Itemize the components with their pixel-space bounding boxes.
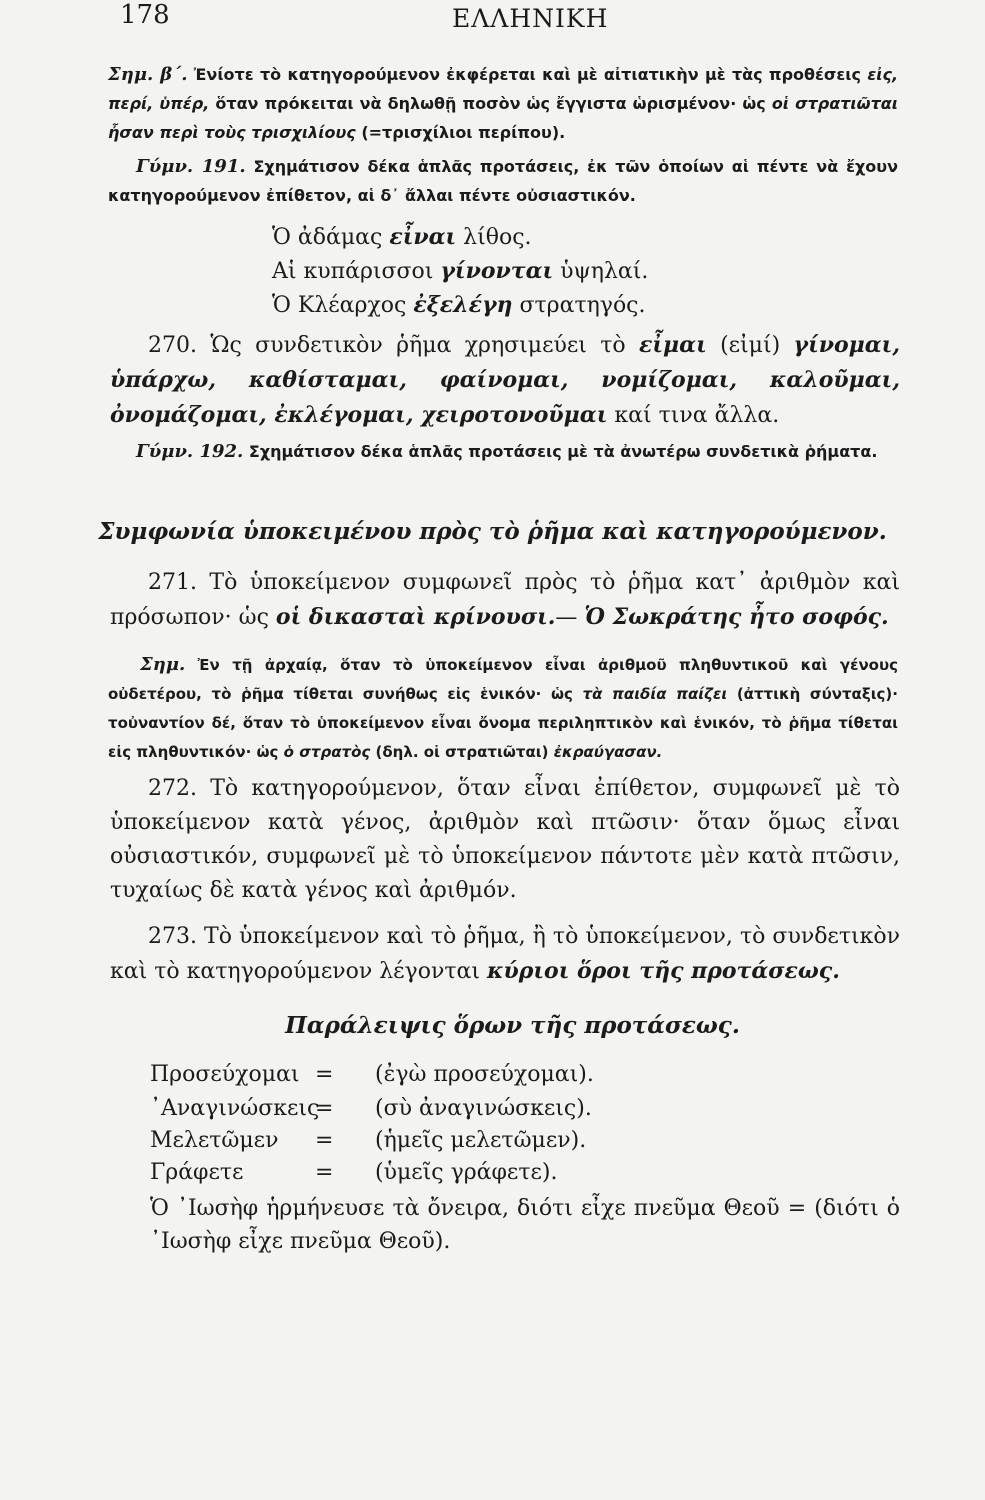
ellipsis-row — [150, 1096, 592, 1121]
equals-sign: = — [315, 1096, 334, 1121]
note-b — [108, 60, 898, 147]
section-271-dash: — — [555, 605, 585, 630]
section-273-text: Τὸ ὑποκείμενον καὶ τὸ ῥῆμα, ἢ τὸ ὑποκείμενον, τὸ συνδετικὸν καὶ τὸ κατηγορούμενον λέγονται — [110, 924, 900, 984]
section-272 — [110, 772, 900, 908]
note-b-prepositions: εἰς, περί, ὑπέρ, — [108, 65, 899, 113]
exercise-192 — [108, 437, 898, 466]
page-number: 178 — [120, 0, 170, 30]
section-270 — [110, 328, 900, 433]
example-line — [272, 254, 648, 289]
note-271-example-1: τὰ παιδία παίζει — [582, 685, 728, 703]
note-b-text: Ἐνίοτε τὸ κατηγορούμενον ἐκφέρεται καὶ μὲ αἰτιατικὴν μὲ τὰς προθέσεις — [187, 65, 868, 84]
ellipsis-term: ᾿Αναγινώσκεις — [150, 1096, 320, 1121]
note-b-example: οἱ στρατιῶται ἦσαν περὶ τοὺς τρισχιλίους — [108, 94, 899, 142]
example-verb: γίνονται — [440, 258, 554, 284]
note-271-lead: Σημ. — [140, 654, 186, 675]
note-b-text-2: ὅταν πρόκειται νὰ δηλωθῇ ποσὸν ὡς ἔγγιστα ὡρισμένον· ὡς — [209, 94, 772, 113]
example-subject: Αἱ κυπάρισσοι — [272, 259, 441, 284]
example-line — [272, 220, 532, 255]
section-heading-ellipsis: Παράλειψις ὅρων τῆς προτάσεως. — [285, 1012, 740, 1039]
section-271-example-2: Ὁ Σωκράτης ἦτο σοφός. — [584, 604, 889, 630]
note-b-text-3: (=τρισχίλιοι περίπου). — [355, 123, 566, 142]
note-271-example-3: ἐκραύγασαν. — [553, 743, 663, 761]
section-270-text-3: καί τινα ἄλλα. — [607, 403, 780, 428]
section-270-text-2: (εἰμί) — [706, 333, 794, 358]
section-271-example-1: οἱ δικασταὶ κρίνουσι. — [275, 604, 556, 630]
note-271-text-2: (ἀττικὴ σύνταξις)· τοὐναντίον δέ, ὅταν τὸ ὑποκείμενον εἶναι ὄνομα περιληπτικὸν καὶ ἑνικόν, τὸ ῥῆμα τίθεται εἰς πληθυντικόν· ὡς — [108, 685, 898, 761]
ellipsis-term: Μελετῶμεν — [150, 1128, 279, 1153]
running-head: ΕΛΛΗΝΙΚΗ — [452, 4, 609, 33]
example-verb: ἐξελέγη — [413, 292, 513, 318]
section-271-number: 271. — [148, 570, 197, 595]
ellipsis-row — [150, 1062, 594, 1087]
example-line — [272, 288, 646, 323]
section-273-key-terms: κύριοι ὅροι τῆς προτάσεως. — [486, 958, 840, 984]
note-271 — [108, 650, 898, 767]
section-273 — [110, 920, 900, 989]
example-predicate: στρατηγός. — [512, 293, 646, 318]
exercise-191-lead: Γύμν. 191. — [136, 156, 246, 177]
final-example: Ὁ ᾿Ιωσὴφ ἡρμήνευσε τὰ ὄνειρα, διότι εἶχε πνεῦμα Θεοῦ = (διότι ὁ ᾿Ιωσὴφ εἶχε πνεῦμα Θεοῦ). — [150, 1196, 900, 1254]
section-270-verbs: γίνομαι, ὑπάρχω, καθίσταμαι, φαίνομαι, νομίζομαι, καλοῦμαι, ὀνομάζομαι, ἐκλέγομαι, χειροτονοῦμαι — [110, 332, 900, 428]
ellipsis-term: Προσεύχομαι — [150, 1062, 300, 1087]
example-subject: Ὁ Κλέαρχος — [272, 293, 414, 318]
example-verb: εἶναι — [389, 224, 457, 250]
example-predicate: λίθος. — [456, 225, 532, 250]
example-subject: Ὁ ἀδάμας — [272, 225, 390, 250]
note-271-example-2: ὁ στρατὸς — [283, 743, 371, 761]
equals-sign: = — [315, 1160, 334, 1185]
ellipsis-expansion: (ὑμεῖς γράφετε). — [375, 1160, 558, 1185]
exercise-192-text: Σχημάτισον δέκα ἁπλᾶς προτάσεις μὲ τὰ ἀνωτέρω συνδετικὰ ῥήματα. — [243, 442, 878, 461]
exercise-192-lead: Γύμν. 192. — [136, 441, 244, 462]
ellipsis-row — [150, 1160, 557, 1185]
section-272-number: 272. — [148, 776, 197, 801]
exercise-191 — [108, 152, 898, 210]
equals-sign: = — [315, 1128, 334, 1153]
section-270-eimai: εἶμαι — [639, 332, 707, 358]
note-271-text: Ἐν τῇ ἀρχαίᾳ, ὅταν τὸ ὑποκείμενον εἶναι ἀριθμοῦ πληθυντικοῦ καὶ γένους οὐδετέρου, τὸ ῥῆμα τίθεται συνήθως εἰς ἑνικόν· ὡς — [108, 656, 898, 703]
ellipsis-row — [150, 1128, 586, 1153]
section-271-text: Τὸ ὑποκείμενον συμφωνεῖ πρὸς τὸ ῥῆμα κατ᾿ ἀριθμὸν καὶ πρόσωπον· ὡς — [110, 570, 900, 630]
section-heading-agreement: Συμφωνία ὑποκειμένου πρὸς τὸ ῥῆμα καὶ κατηγορούμενον. — [98, 518, 887, 545]
section-272-text: Τὸ κατηγορούμενον, ὅταν εἶναι ἐπίθετον, συμφωνεῖ μὲ τὸ ὑποκείμενον κατὰ γένος, ἀριθμὸν καὶ πτῶσιν· ὅταν ὅμως εἶναι οὐσιαστικόν, συμφωνεῖ μὲ τὸ ὑποκείμενον πάντοτε μὲν κατὰ πτῶσιν, τυχαίως δὲ κατὰ γένος καὶ ἀριθμόν. — [110, 776, 900, 903]
section-270-text: Ὡς συνδετικὸν ῥῆμα χρησιμεύει τὸ — [196, 333, 640, 358]
exercise-191-text: Σχημάτισον δέκα ἁπλᾶς προτάσεις, ἐκ τῶν ὁποίων αἱ πέντε νὰ ἔχουν κατηγορούμενον ἐπίθετον, αἱ δ᾿ ἄλλαι πέντε οὐσιαστικόν. — [108, 157, 898, 205]
equals-sign: = — [315, 1062, 334, 1087]
ellipsis-expansion: (ἐγὼ προσεύχομαι). — [375, 1062, 594, 1087]
section-270-number: 270. — [148, 333, 197, 358]
section-273-number: 273. — [148, 924, 197, 949]
example-predicate: ὑψηλαί. — [553, 259, 649, 284]
section-271 — [110, 566, 900, 635]
ellipsis-expansion: (σὺ ἀναγινώσκεις). — [375, 1096, 592, 1121]
ellipsis-term: Γράφετε — [150, 1160, 244, 1185]
note-b-lead: Σημ. β΄. — [108, 64, 188, 85]
note-271-text-3: (δηλ. οἱ στρατιῶται) — [370, 743, 554, 761]
ellipsis-expansion: (ἡμεῖς μελετῶμεν). — [375, 1128, 587, 1153]
